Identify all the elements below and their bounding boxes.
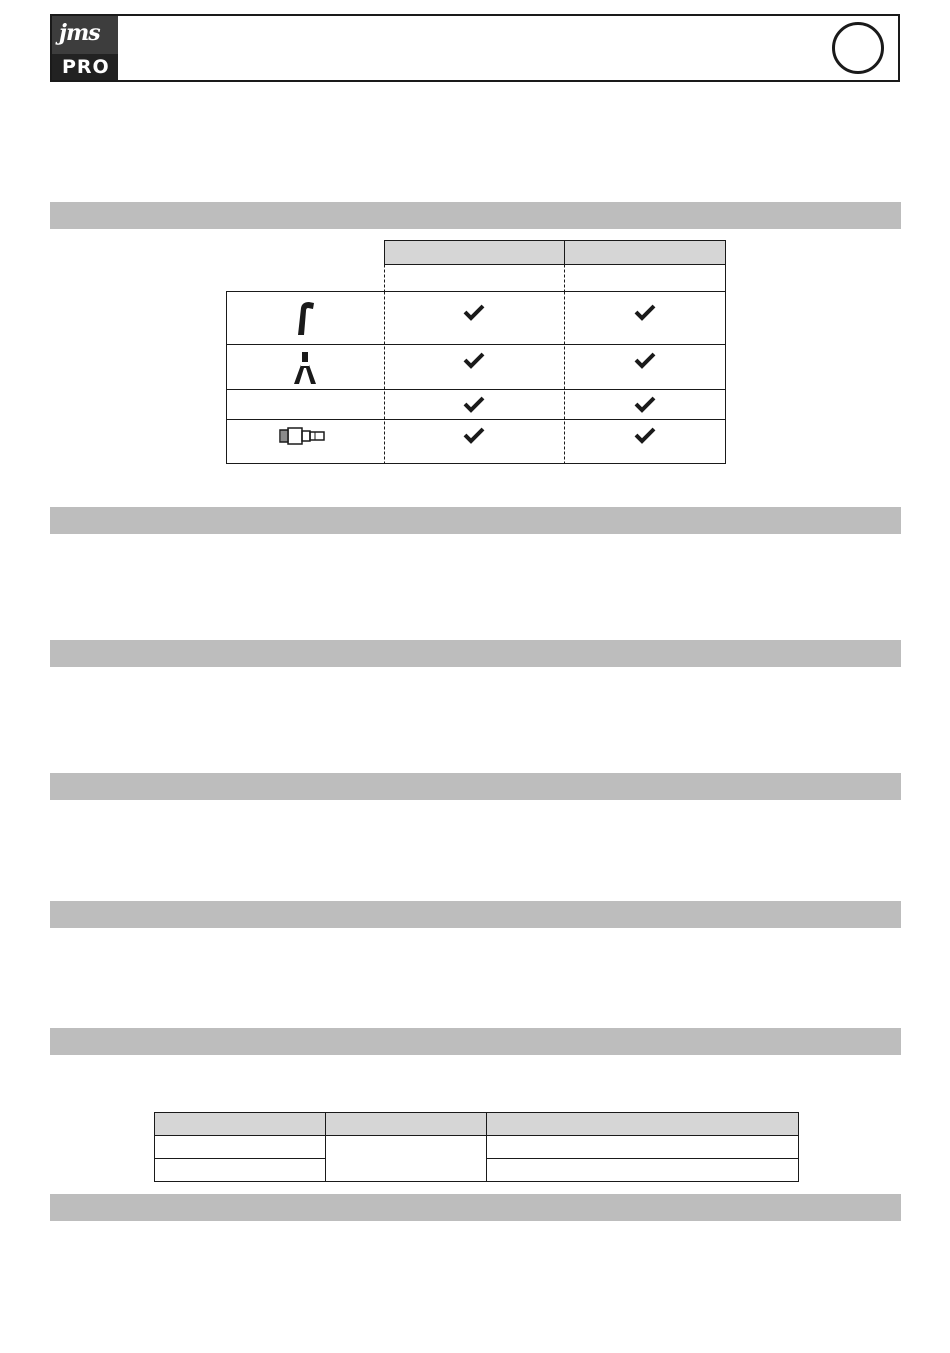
checkmark-icon	[634, 301, 656, 323]
section-bar-2	[50, 507, 901, 534]
table-cell	[155, 1136, 326, 1159]
checkmark-icon	[463, 424, 485, 446]
table-header-cell	[155, 1113, 326, 1136]
checkmark-icon	[634, 424, 656, 446]
checkmark-icon	[634, 349, 656, 371]
compatibility-table	[226, 240, 726, 464]
table-header-cell	[326, 1113, 487, 1136]
section-bar-6	[50, 1028, 901, 1055]
checkmark-icon	[463, 301, 485, 323]
page-header	[50, 14, 900, 82]
logo-bottom-text: PRO	[62, 56, 110, 78]
language-badge-circle	[832, 22, 884, 74]
checkmark-icon	[634, 393, 656, 415]
compat-header-fill	[384, 241, 725, 265]
jms-pro-logo	[52, 16, 118, 80]
table-cell	[487, 1159, 799, 1182]
section-bar-4	[50, 773, 901, 800]
checkmark-icon	[463, 393, 485, 415]
torch-icon	[292, 300, 318, 336]
specifications-table	[154, 1112, 799, 1182]
section-bar-5	[50, 901, 901, 928]
table-cell	[155, 1159, 326, 1182]
section-bar-7	[50, 1194, 901, 1221]
checkmark-icon	[463, 349, 485, 371]
table-header-row	[155, 1113, 799, 1136]
table-header-cell	[487, 1113, 799, 1136]
section-bar-3	[50, 640, 901, 667]
logo-top-text: jms	[59, 20, 100, 46]
quick-coupler-icon	[278, 424, 334, 448]
table-row	[155, 1136, 799, 1159]
table-cell	[487, 1136, 799, 1159]
clamp-icon	[292, 350, 318, 386]
section-bar-1	[50, 202, 901, 229]
table-cell-merged	[326, 1136, 487, 1182]
